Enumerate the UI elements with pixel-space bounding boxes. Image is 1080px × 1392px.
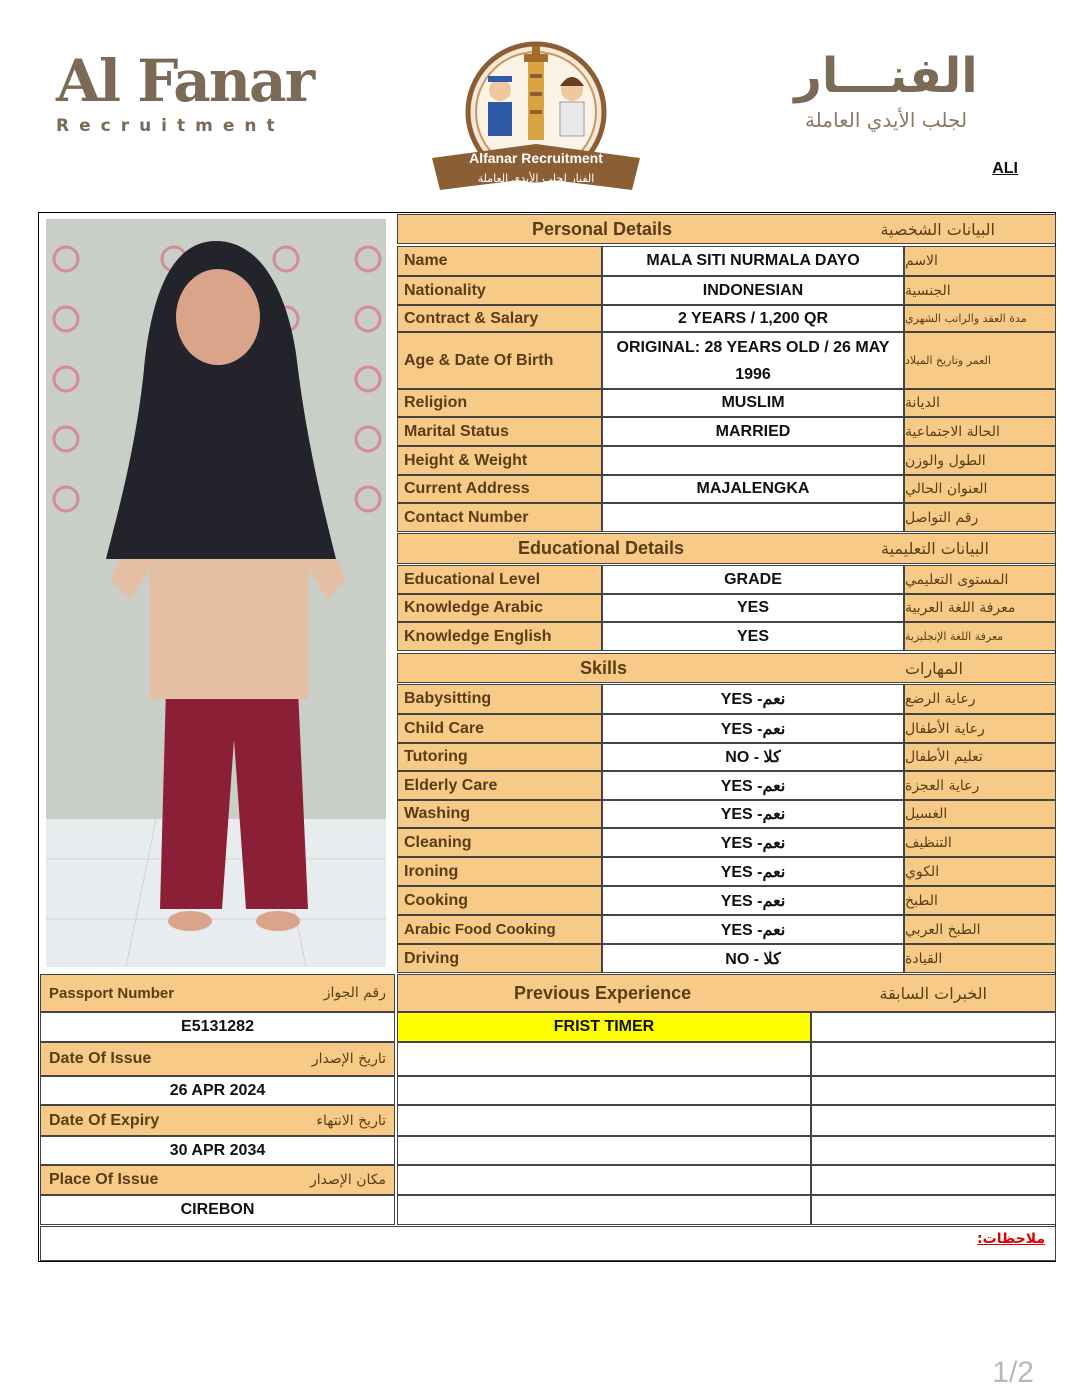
label-driving: Driving bbox=[397, 944, 602, 973]
value-driving: NO - كلا bbox=[602, 944, 904, 973]
value-knowledge-arabic: YES bbox=[602, 594, 904, 622]
logo-wordmark: Al Fanar bbox=[56, 47, 314, 115]
label-knowledge-english-arabic: معرفة اللغة الإنجليزية bbox=[904, 622, 1056, 651]
experience-cell bbox=[811, 1042, 1056, 1076]
experience-cell bbox=[811, 1195, 1056, 1225]
page-indicator: 1/2 bbox=[992, 1356, 1034, 1389]
experience-cell bbox=[397, 1165, 811, 1195]
value-educational-level: GRADE bbox=[602, 565, 904, 594]
experience-cell bbox=[397, 1076, 811, 1105]
candidate-photo bbox=[46, 219, 386, 967]
skills-title-arabic: المهارات bbox=[904, 658, 963, 678]
place-of-issue-label-ar: مكان الإصدار bbox=[310, 1172, 386, 1188]
label-contact-number: Contact Number bbox=[397, 503, 602, 532]
value-arabic-food-cooking: YES -نعم bbox=[602, 915, 904, 944]
label-knowledge-english: Knowledge English bbox=[397, 622, 602, 651]
label-driving-arabic: القيادة bbox=[904, 944, 1056, 973]
label-cleaning: Cleaning bbox=[397, 828, 602, 857]
label-tutoring-arabic: تعليم الأطفال bbox=[904, 743, 1056, 771]
label-educational-level-arabic: المستوى التعليمي bbox=[904, 565, 1056, 594]
alfanar-logo-arabic bbox=[756, 48, 1016, 132]
label-contract-salary: Contract & Salary bbox=[397, 305, 602, 332]
label-contract-salary-arabic: مدة العقد والراتب الشهري bbox=[904, 305, 1056, 332]
logo-arabic-tagline: لجلب الأيدي العاملة bbox=[804, 108, 968, 132]
label-marital-status-arabic: الحالة الاجتماعية bbox=[904, 417, 1056, 446]
date-of-expiry-label-ar: تاريخ الانتهاء bbox=[316, 1112, 386, 1129]
label-nationality-arabic: الجنسية bbox=[904, 276, 1056, 305]
label-marital-status: Marital Status bbox=[397, 417, 602, 446]
value-cooking: YES -نعم bbox=[602, 886, 904, 915]
previous-experience-title: Previous Experience bbox=[514, 982, 692, 1003]
previous-experience-title-arabic: الخبرات السابقة bbox=[879, 983, 987, 1003]
value-height-weight bbox=[602, 446, 904, 475]
date-of-issue-label-en: Date Of Issue bbox=[49, 1050, 152, 1067]
label-current-address: Current Address bbox=[397, 475, 602, 503]
educational-details-title-arabic: البيانات التعليمية bbox=[881, 539, 989, 558]
label-babysitting: Babysitting bbox=[397, 684, 602, 714]
label-nationality: Nationality bbox=[397, 276, 602, 305]
label-age-dob: Age & Date Of Birth bbox=[397, 332, 602, 389]
label-arabic-food-cooking: Arabic Food Cooking bbox=[397, 915, 602, 944]
label-height-weight: Height & Weight bbox=[397, 446, 602, 475]
date-of-expiry-label-en: Date Of Expiry bbox=[49, 1111, 160, 1129]
label-washing-arabic: الغسيل bbox=[904, 800, 1056, 828]
value-tutoring: NO - كلا bbox=[602, 743, 904, 771]
value-elderly-care: YES -نعم bbox=[602, 771, 904, 800]
label-name-arabic: الاسم bbox=[904, 246, 1056, 276]
value-current-address: MAJALENGKA bbox=[602, 475, 904, 503]
passport-number-value: E5131282 bbox=[40, 1012, 395, 1042]
label-religion-arabic: الديانة bbox=[904, 389, 1056, 417]
emblem-banner-arabic: الفنار لجلب الأيدي العاملة bbox=[477, 172, 595, 185]
label-elderly-care-arabic: رعاية العجزة bbox=[904, 771, 1056, 800]
value-name: MALA SITI NURMALA DAYO bbox=[602, 246, 904, 276]
label-cleaning-arabic: التنظيف bbox=[904, 828, 1056, 857]
logo-tagline: Recruitment bbox=[56, 116, 285, 136]
label-ironing-arabic: الكوي bbox=[904, 857, 1056, 886]
label-contact-number-arabic: رقم التواصل bbox=[904, 503, 1056, 532]
label-child-care-arabic: رعاية الأطفال bbox=[904, 714, 1056, 743]
value-babysitting: YES -نعم bbox=[602, 684, 904, 714]
skills-header bbox=[397, 653, 1056, 683]
date-of-issue-label bbox=[40, 1042, 395, 1076]
passport-number-label-en: Passport Number bbox=[49, 984, 175, 1002]
label-ironing: Ironing bbox=[397, 857, 602, 886]
value-age-dob: ORIGINAL: 28 YEARS OLD / 26 MAY 1996 bbox=[602, 332, 904, 389]
label-cooking-arabic: الطبخ bbox=[904, 886, 1056, 915]
value-child-care: YES -نعم bbox=[602, 714, 904, 743]
alfanar-emblem-logo bbox=[418, 40, 654, 208]
value-cleaning: YES -نعم bbox=[602, 828, 904, 857]
value-contract-salary: 2 YEARS / 1,200 QR bbox=[602, 305, 904, 332]
place-of-issue-label bbox=[40, 1165, 395, 1195]
label-cooking: Cooking bbox=[397, 886, 602, 915]
label-tutoring: Tutoring bbox=[397, 743, 602, 771]
value-knowledge-english: YES bbox=[602, 622, 904, 651]
experience-cell bbox=[397, 1136, 811, 1165]
label-washing: Washing bbox=[397, 800, 602, 828]
label-educational-level: Educational Level bbox=[397, 565, 602, 594]
label-arabic-food-cooking-arabic: الطبخ العربي bbox=[904, 915, 1056, 944]
label-height-weight-arabic: الطول والوزن bbox=[904, 446, 1056, 475]
value-marital-status: MARRIED bbox=[602, 417, 904, 446]
experience-cell bbox=[811, 1012, 1056, 1042]
label-babysitting-arabic: رعاية الرضع bbox=[904, 684, 1056, 714]
label-knowledge-arabic-arabic: معرفة اللغة العربية bbox=[904, 594, 1056, 622]
agent-name: ALI bbox=[992, 160, 1018, 177]
notes-label: ملاحظات: bbox=[977, 1231, 1045, 1247]
value-religion: MUSLIM bbox=[602, 389, 904, 417]
date-of-issue-value: 26 APR 2024 bbox=[40, 1076, 395, 1105]
passport-number-label-ar: رقم الجواز bbox=[323, 985, 386, 1001]
place-of-issue-label-en: Place Of Issue bbox=[49, 1171, 159, 1188]
value-washing: YES -نعم bbox=[602, 800, 904, 828]
label-knowledge-arabic: Knowledge Arabic bbox=[397, 594, 602, 622]
label-elderly-care: Elderly Care bbox=[397, 771, 602, 800]
experience-cell bbox=[811, 1105, 1056, 1136]
personal-details-header bbox=[397, 214, 1056, 244]
alfanar-logo-english bbox=[56, 47, 326, 136]
passport-number-label bbox=[40, 974, 395, 1012]
label-child-care: Child Care bbox=[397, 714, 602, 743]
educational-details-header bbox=[397, 533, 1056, 564]
personal-details-title: Personal Details bbox=[532, 218, 673, 239]
previous-experience-header bbox=[397, 974, 1056, 1012]
value-ironing: YES -نعم bbox=[602, 857, 904, 886]
personal-details-title-arabic: البيانات الشخصية bbox=[880, 219, 995, 239]
value-contact-number bbox=[602, 503, 904, 532]
experience-cell bbox=[811, 1165, 1056, 1195]
experience-cell bbox=[397, 1105, 811, 1136]
place-of-issue-value: CIREBON bbox=[40, 1195, 395, 1225]
value-nationality: INDONESIAN bbox=[602, 276, 904, 305]
experience-cell bbox=[397, 1195, 811, 1225]
experience-first-timer: FRIST TIMER bbox=[397, 1012, 811, 1042]
label-age-dob-arabic: العمر وتاريخ الميلاد bbox=[904, 332, 1056, 389]
date-of-expiry-label bbox=[40, 1105, 395, 1136]
date-of-expiry-value: 30 APR 2034 bbox=[40, 1136, 395, 1165]
experience-cell bbox=[811, 1076, 1056, 1105]
experience-cell bbox=[811, 1136, 1056, 1165]
emblem-banner-text: Alfanar Recruitment bbox=[469, 150, 603, 166]
notes-box bbox=[40, 1226, 1056, 1261]
skills-title: Skills bbox=[580, 657, 628, 678]
educational-details-title: Educational Details bbox=[518, 538, 685, 558]
date-of-issue-label-ar: تاريخ الإصدار bbox=[311, 1051, 386, 1067]
label-religion: Religion bbox=[397, 389, 602, 417]
logo-arabic-wordmark: الفنـــار bbox=[794, 48, 978, 104]
label-current-address-arabic: العنوان الحالي bbox=[904, 475, 1056, 503]
experience-cell bbox=[397, 1042, 811, 1076]
label-name: Name bbox=[397, 246, 602, 276]
